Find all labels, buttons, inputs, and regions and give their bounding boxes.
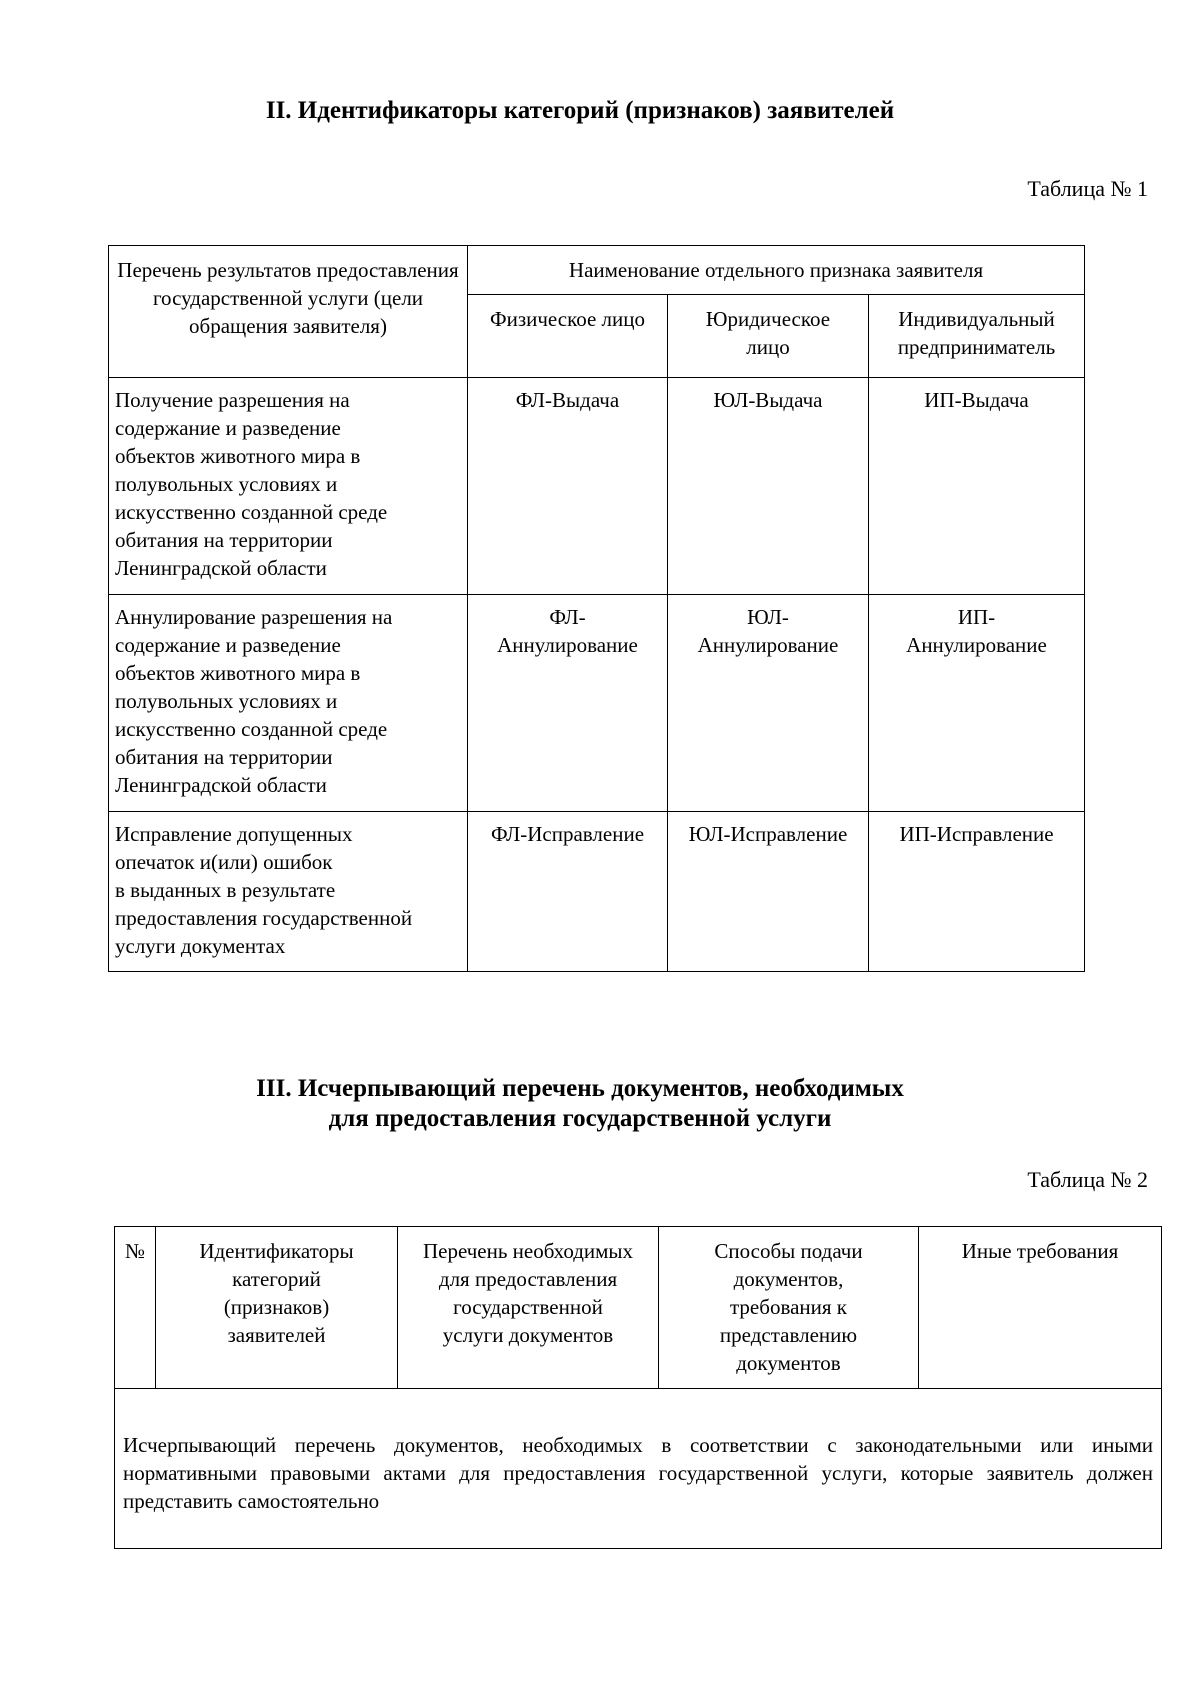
title-line: для предоставления государственной услуги (328, 1105, 832, 1132)
text-line: искусственно созданной среде (115, 500, 388, 524)
text-line: полувольных условиях и (115, 472, 338, 496)
text-line: Аннулирование (497, 633, 638, 657)
text-line: представлению (719, 1323, 858, 1347)
table-row (109, 378, 1085, 595)
fl-identifier: ФЛ-Исправление (468, 812, 668, 972)
text-line: Аннулирование разрешения на (115, 605, 393, 629)
text-line: опечаток и(или) ошибок (115, 850, 333, 874)
text-line: услуги документах (115, 934, 286, 958)
text-line: Ленинградской области (115, 773, 327, 797)
merged-row-text: Исчерпывающий перечень документов, необходимых в соответствии с законодательными или иными нормативными правовыми актами для предоставления государственной услуги, которые заявитель должен представить самостоятельно (123, 1433, 1153, 1513)
header-identifiers (156, 1227, 398, 1389)
text-line: государственной (453, 1295, 603, 1319)
fl-identifier (468, 595, 668, 812)
table-2-label: Таблица № 2 (1027, 1167, 1148, 1192)
text-line: объектов животного мира в (115, 661, 361, 685)
text-line: Перечень необходимых (422, 1239, 634, 1263)
merged-row-cell (115, 1389, 1162, 1549)
text-line: предоставления государственной (115, 906, 413, 930)
section-2-title: II. Идентификаторы категорий (признаков) заявителей (265, 97, 895, 124)
text-line: (признаков) (223, 1295, 330, 1319)
header-submission-methods (659, 1227, 919, 1389)
purpose-cell (109, 595, 468, 812)
text-line: ЮЛ- (747, 605, 789, 629)
header-individual: Физическое лицо (468, 295, 668, 378)
text-line: документов, (733, 1267, 844, 1291)
ul-identifier: ЮЛ-Выдача (668, 378, 869, 595)
text-line: содержание и разведение (115, 633, 341, 657)
table-row (109, 595, 1085, 812)
group-header-cell (468, 246, 1085, 295)
purpose-header: Перечень результатов предоставления государственной услуги (цели обращения заявителя) (117, 258, 459, 338)
header-entrepreneur: Индивидуальный предприниматель (869, 295, 1085, 378)
text-line: документов (736, 1351, 841, 1375)
text-line: требования к (730, 1295, 847, 1319)
text-line: полувольных условиях и (115, 689, 338, 713)
text-line: Аннулирование (697, 633, 839, 657)
purpose-header-cell (109, 246, 468, 378)
text-line: Аннулирование (906, 633, 1047, 657)
ip-identifier (869, 595, 1085, 812)
ul-identifier (668, 595, 869, 812)
table-row (109, 812, 1085, 972)
ul-identifier: ЮЛ-Исправление (668, 812, 869, 972)
header-documents (398, 1227, 659, 1389)
text-line: содержание и разведение (115, 416, 341, 440)
text-line: обитания на территории (115, 745, 333, 769)
header-other-requirements: Иные требования (919, 1227, 1162, 1389)
text-line: объектов животного мира в (115, 444, 361, 468)
header-number: № (115, 1227, 156, 1389)
text-line: для предоставления (438, 1267, 618, 1291)
header-legal-entity: Юридическое лицо (668, 295, 869, 378)
purpose-cell (109, 812, 468, 972)
documents-table (114, 1226, 1162, 1549)
text-line: Получение разрешения на (115, 388, 350, 412)
text-line: ФЛ- (549, 605, 586, 629)
ip-identifier: ИП-Выдача (869, 378, 1085, 595)
text-line: категорий (232, 1267, 321, 1291)
text-line: искусственно созданной среде (115, 717, 388, 741)
purpose-cell (109, 378, 468, 595)
identifiers-table (108, 245, 1085, 972)
section-3-title (0, 1074, 1160, 1134)
text-line: Ленинградской области (115, 556, 327, 580)
text-line: Идентификаторы (199, 1239, 354, 1263)
fl-identifier: ФЛ-Выдача (468, 378, 668, 595)
ip-identifier: ИП-Исправление (869, 812, 1085, 972)
text-line: заявителей (227, 1323, 326, 1347)
table-1-label: Таблица № 1 (1027, 176, 1148, 201)
applicant-attribute-header: Наименование отдельного признака заявителя (568, 258, 984, 282)
text-line: Способы подачи (714, 1239, 863, 1263)
title-line: III. Исчерпывающий перечень документов, необходимых (256, 1075, 904, 1102)
text-line: ИП- (957, 605, 996, 629)
text-line: в выданных в результате (115, 878, 336, 902)
text-line: услуги документов (442, 1323, 614, 1347)
text-line: Исправление допущенных (115, 822, 353, 846)
text-line: обитания на территории (115, 528, 333, 552)
